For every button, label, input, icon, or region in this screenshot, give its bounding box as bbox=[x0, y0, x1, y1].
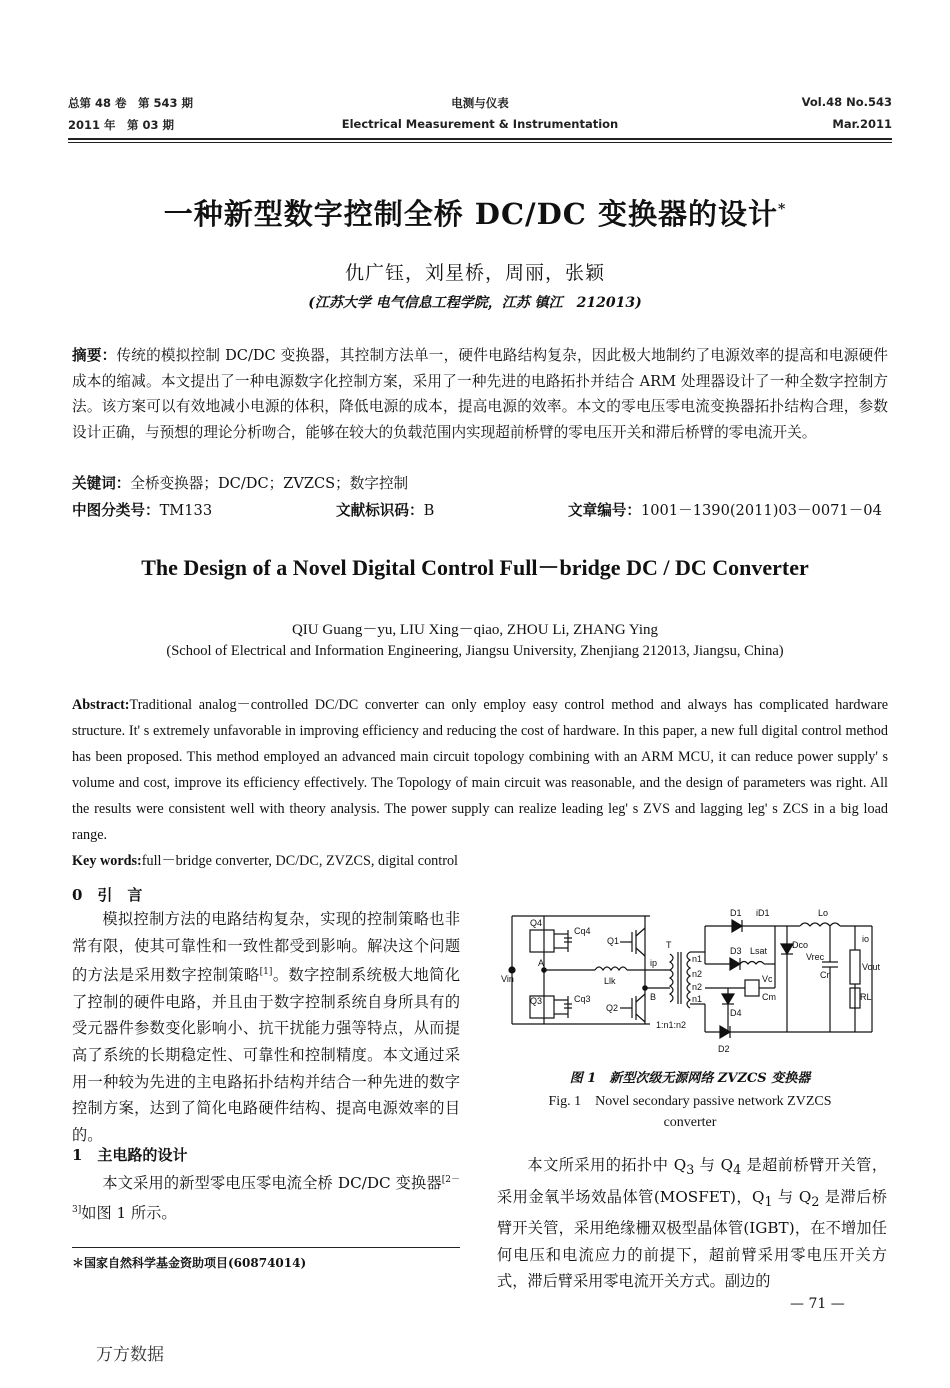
label-d2: D2 bbox=[718, 1044, 730, 1054]
topology-paragraph: 本文所采用的拓扑中 $Q_3$ 与 $Q_4$ 是超前桥臂开关管，采用金氧半场效晶体管(MOSFET)，$Q_1$ 与 $Q_2$ 是滞后桥臂开关管，采用绝缘栅双极型晶体管(IGBT)，在不增加任何电压和电流应力的前提下，超前臂采用零电压开关方式，滞后臂采用零电流开关方式。副边的 bbox=[497, 1156, 888, 1291]
article-number: 文章编号：1001－1390(2011)03－0071－04 bbox=[568, 502, 882, 519]
section-heading-intro: 0 引 言 bbox=[72, 886, 143, 904]
document-code: 文献标识码：B bbox=[336, 502, 435, 519]
header-journal-en: Electrical Measurement & Instrumentation bbox=[341, 117, 619, 131]
header-rule-thin bbox=[68, 142, 892, 143]
keywords-en-text: full－bridge converter, DC/DC, ZVZCS, digital control bbox=[141, 853, 458, 869]
label-d4: D4 bbox=[730, 1008, 742, 1018]
label-q3: Q3 bbox=[530, 996, 543, 1006]
label-cr: Cr bbox=[820, 970, 830, 980]
label-cm: Cm bbox=[762, 992, 776, 1002]
header-date: Mar.2011 bbox=[832, 117, 892, 131]
header-volume: 总第 48 卷 第 543 期 bbox=[68, 96, 194, 110]
authors-en: QIU Guang－yu, LIU Xing－qiao, ZHOU Li, ZHANG Ying bbox=[291, 622, 659, 638]
page-title-en: The Design of a Novel Digital Control Full－bridge DC / DC Converter bbox=[141, 555, 809, 580]
label-vc: Vc bbox=[762, 974, 773, 984]
label-io: io bbox=[862, 934, 870, 944]
main-circuit-paragraph: 本文采用的新型零电压零电流全桥 DC/DC 变换器[2－3]如图 1 所示。 bbox=[72, 1174, 460, 1222]
intro-paragraph: 模拟控制方法的电路结构复杂，实现的控制策略也非常有限，使其可靠性和一致性都受到影响。解决这个问题的方法是采用数字控制策略[1]。数字控制系统极大地简化了控制的硬件电路，并且由于数字控制系统自身所具有的受元器件参数变化影响小、抗干扰能力强等特点，从而提高了系统的长期稳定性、可靠性和控制精度。本文通过采用一种较为先进的主电路拓扑结构并结合一种先进的数字控制方案，达到了简化电路硬件结构、提高电源效率的目的。 bbox=[72, 910, 461, 1144]
label-n1b: n1 bbox=[692, 994, 703, 1004]
label-node-b: B bbox=[650, 992, 657, 1002]
header-year-issue: 2011 年 第 03 期 bbox=[68, 118, 175, 132]
label-lsat: Lsat bbox=[750, 946, 768, 956]
label-vrec: Vrec bbox=[806, 952, 825, 962]
section-heading-main-circuit: 1 主电路的设计 bbox=[72, 1146, 188, 1164]
label-q4: Q4 bbox=[530, 918, 543, 928]
figure-1-caption-cn: 图 1 新型次级无源网络 ZVZCS 变换器 bbox=[569, 1071, 811, 1086]
label-node-a: A bbox=[538, 958, 545, 968]
label-ip: ip bbox=[650, 958, 658, 968]
label-llk: Llk bbox=[604, 976, 616, 986]
label-vin: Vin bbox=[501, 974, 514, 984]
affiliation-cn: (江苏大学 电气信息工程学院，江苏 镇江 212013) bbox=[308, 295, 642, 311]
abstract-cn-text: 传统的模拟控制 DC/DC 变换器，其控制方法单一，硬件电路结构复杂，因此极大地制约了电源效率的提高和电源硬件成本的缩减。本文提出了一种电源数字化控制方案，采用了一种先进的电路拓扑并结合 ARM 处理器设计了一种全数字控制方法。该方案可以有效地减小电源的体积，降低电源的成本，提高电源的效率。本文的零电压零电流变换器拓扑结构合理，参数设计正确，与预想的理论分析吻合，能够在较大的负载范围内实现超前桥臂的零电压开关和滞后桥臂的零电流开关。 bbox=[72, 347, 888, 441]
label-n2b: n2 bbox=[692, 982, 703, 992]
header-journal-cn: 电测与仪表 bbox=[451, 96, 509, 110]
page-title-cn: 一种新型数字控制全桥 DC/DC 变换器的设计* bbox=[163, 197, 787, 231]
keywords-en-label: Key words: bbox=[72, 853, 142, 869]
figure-1-circuit bbox=[500, 904, 890, 1064]
clc-number: 中图分类号：TM133 bbox=[72, 502, 213, 519]
page-number: — 71 — bbox=[790, 1296, 845, 1312]
citation-2-3: [2－3] bbox=[72, 1175, 460, 1215]
label-q2: Q2 bbox=[606, 1003, 619, 1013]
label-d1: D1 bbox=[730, 908, 742, 918]
label-cq3: Cq3 bbox=[574, 994, 591, 1004]
figure-1-caption-en-line2: converter bbox=[663, 1115, 717, 1130]
footnote-rule bbox=[72, 1247, 460, 1248]
abstract-cn-label: 摘要： bbox=[72, 347, 117, 364]
label-cq4: Cq4 bbox=[574, 926, 591, 936]
keywords-en bbox=[72, 848, 888, 874]
label-d3: D3 bbox=[730, 946, 742, 956]
label-vout: Vout bbox=[862, 962, 881, 972]
abstract-en-text: Traditional analog－controlled DC/DC converter can only employ easy control method and always has complicated hardware structure. It' s extremely unfavorable in improving efficiency and reducing the cost of hardware. In this paper, a new full digital control method has been proposed. This method employed an advanced main circuit topology combining with an ARM MCU, it can reduce power supply' s volume and cost, improve its efficiency effectively. The Topology of main circuit was reasonable, and the design of parameters was right. All the results were consistent well with theory analysis. The power supply can realize leading leg' s ZVS and lagging leg' s ZCS in a big load range. bbox=[72, 697, 888, 843]
label-q1: Q1 bbox=[607, 936, 620, 946]
keywords-cn-label: 关键词： bbox=[72, 475, 131, 492]
label-id1: iD1 bbox=[756, 908, 770, 918]
label-lo: Lo bbox=[818, 908, 829, 918]
keywords-cn-text: 全桥变换器；DC/DC；ZVZCS；数字控制 bbox=[130, 475, 409, 492]
title-footnote-mark: * bbox=[777, 201, 787, 218]
label-transformer-t: T bbox=[666, 940, 672, 950]
affiliation-en: (School of Electrical and Information Engineering, Jiangsu University, Zhenjiang 212013, Jiangsu, China) bbox=[166, 643, 784, 659]
keywords-cn bbox=[72, 471, 888, 497]
label-n2a: n2 bbox=[692, 969, 703, 979]
abstract-en-label: Abstract: bbox=[72, 697, 130, 713]
footnote-funding: ＊国家自然科学基金资助项目(60874014) bbox=[72, 1256, 307, 1270]
authors-cn: 仇广钰，刘星桥，周丽，张颖 bbox=[344, 262, 605, 284]
citation-1: [1] bbox=[259, 967, 273, 978]
abstract-cn bbox=[72, 343, 888, 445]
header-rule bbox=[68, 138, 892, 140]
watermark: 万方数据 bbox=[96, 1345, 164, 1365]
abstract-en bbox=[72, 692, 888, 848]
label-rl: RL bbox=[860, 992, 872, 1002]
figure-1-caption-en-line1: Fig. 1 Novel secondary passive network ZVZCS bbox=[548, 1094, 832, 1109]
label-ratio: 1:n1:n2 bbox=[656, 1020, 687, 1030]
header-vol-no: Vol.48 No.543 bbox=[801, 95, 892, 109]
label-n1a: n1 bbox=[692, 954, 703, 964]
label-dco: Dco bbox=[792, 940, 809, 950]
